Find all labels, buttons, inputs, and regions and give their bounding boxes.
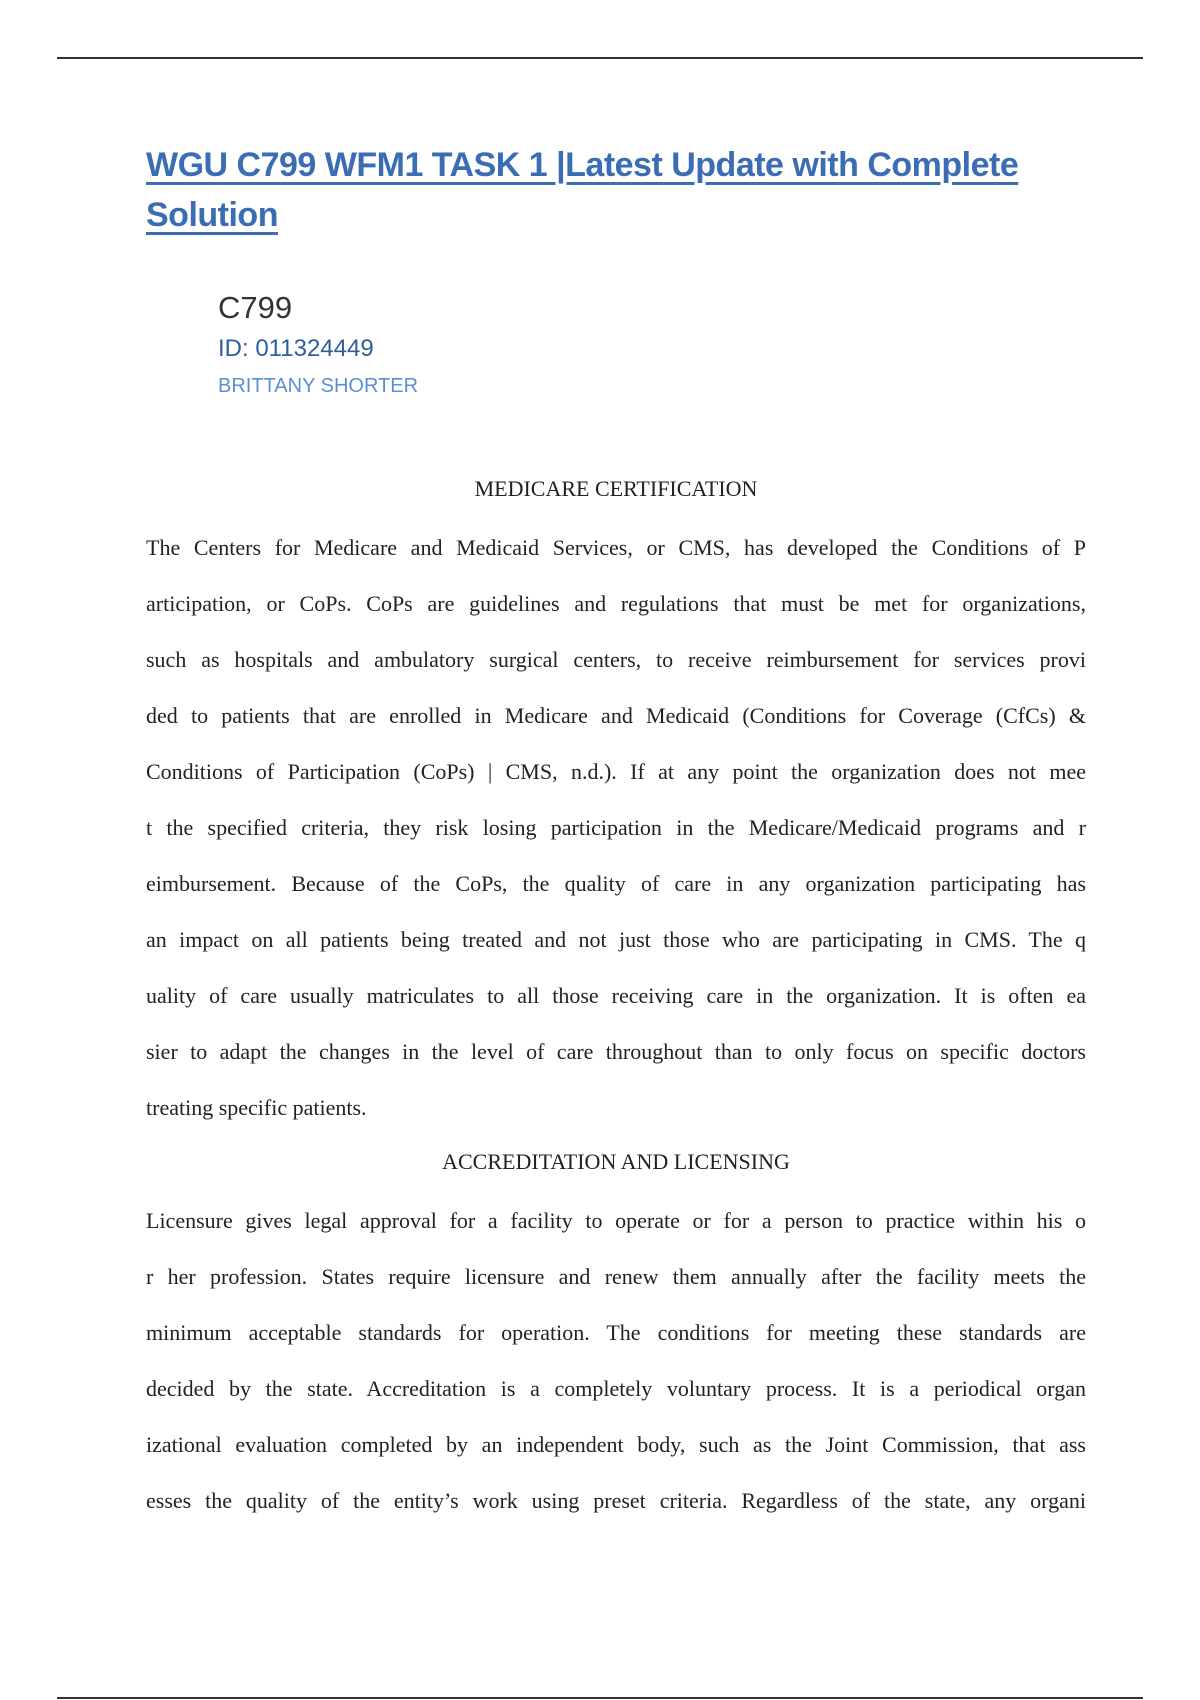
paragraph-line: r her profession. States require licensure and renew them annually after the facility meets the <box>146 1264 1086 1289</box>
student-id: ID: 011324449 <box>218 335 374 362</box>
paragraph-line: such as hospitals and ambulatory surgical centers, to receive reimbursement for services provi <box>146 647 1086 672</box>
page-top-rule <box>57 57 1143 59</box>
document-title[interactable]: WGU C799 WFM1 TASK 1 |Latest Update with Complete Solution <box>146 146 1019 234</box>
section-body-accreditation-and-licensing <box>146 1193 1086 1529</box>
paragraph-line: treating specific patients. <box>146 1095 367 1120</box>
paragraph-line: sier to adapt the changes in the level of care throughout than to only focus on specific doctors <box>146 1039 1086 1064</box>
paragraph-line: Conditions of Participation (CoPs) | CMS, n.d.). If at any point the organization does not mee <box>146 759 1086 784</box>
section-heading-accreditation-and-licensing: ACCREDITATION AND LICENSING <box>442 1149 790 1174</box>
section-body-medicare-certification <box>146 520 1086 1136</box>
course-code: C799 <box>218 290 293 325</box>
paragraph-line: izational evaluation completed by an independent body, such as the Joint Commission, that ass <box>146 1432 1086 1457</box>
paragraph-line: decided by the state. Accreditation is a completely voluntary process. It is a periodical organ <box>146 1376 1086 1401</box>
section-heading-medicare-certification: MEDICARE CERTIFICATION <box>474 476 758 501</box>
paragraph-line: esses the quality of the entity’s work using preset criteria. Regardless of the state, any organi <box>146 1488 1086 1513</box>
page-bottom-rule <box>57 1697 1143 1699</box>
paragraph-line: an impact on all patients being treated and not just those who are participating in CMS. The q <box>146 927 1086 952</box>
student-name: BRITTANY SHORTER <box>218 375 419 397</box>
paragraph-line: articipation, or CoPs. CoPs are guidelines and regulations that must be met for organizations, <box>146 591 1086 616</box>
paragraph-line: minimum acceptable standards for operation. The conditions for meeting these standards are <box>146 1320 1086 1345</box>
paragraph-line: uality of care usually matriculates to all those receiving care in the organization. It is often ea <box>146 983 1086 1008</box>
paragraph-line: t the specified criteria, they risk losing participation in the Medicare/Medicaid programs and r <box>146 815 1086 840</box>
paragraph-line: ded to patients that are enrolled in Medicare and Medicaid (Conditions for Coverage (CfCs) & <box>146 703 1086 728</box>
paragraph-line: eimbursement. Because of the CoPs, the quality of care in any organization participating has <box>146 871 1086 896</box>
paragraph-line: The Centers for Medicare and Medicaid Services, or CMS, has developed the Conditions of P <box>146 535 1086 560</box>
paragraph-line: Licensure gives legal approval for a facility to operate or for a person to practice within his o <box>146 1208 1086 1233</box>
